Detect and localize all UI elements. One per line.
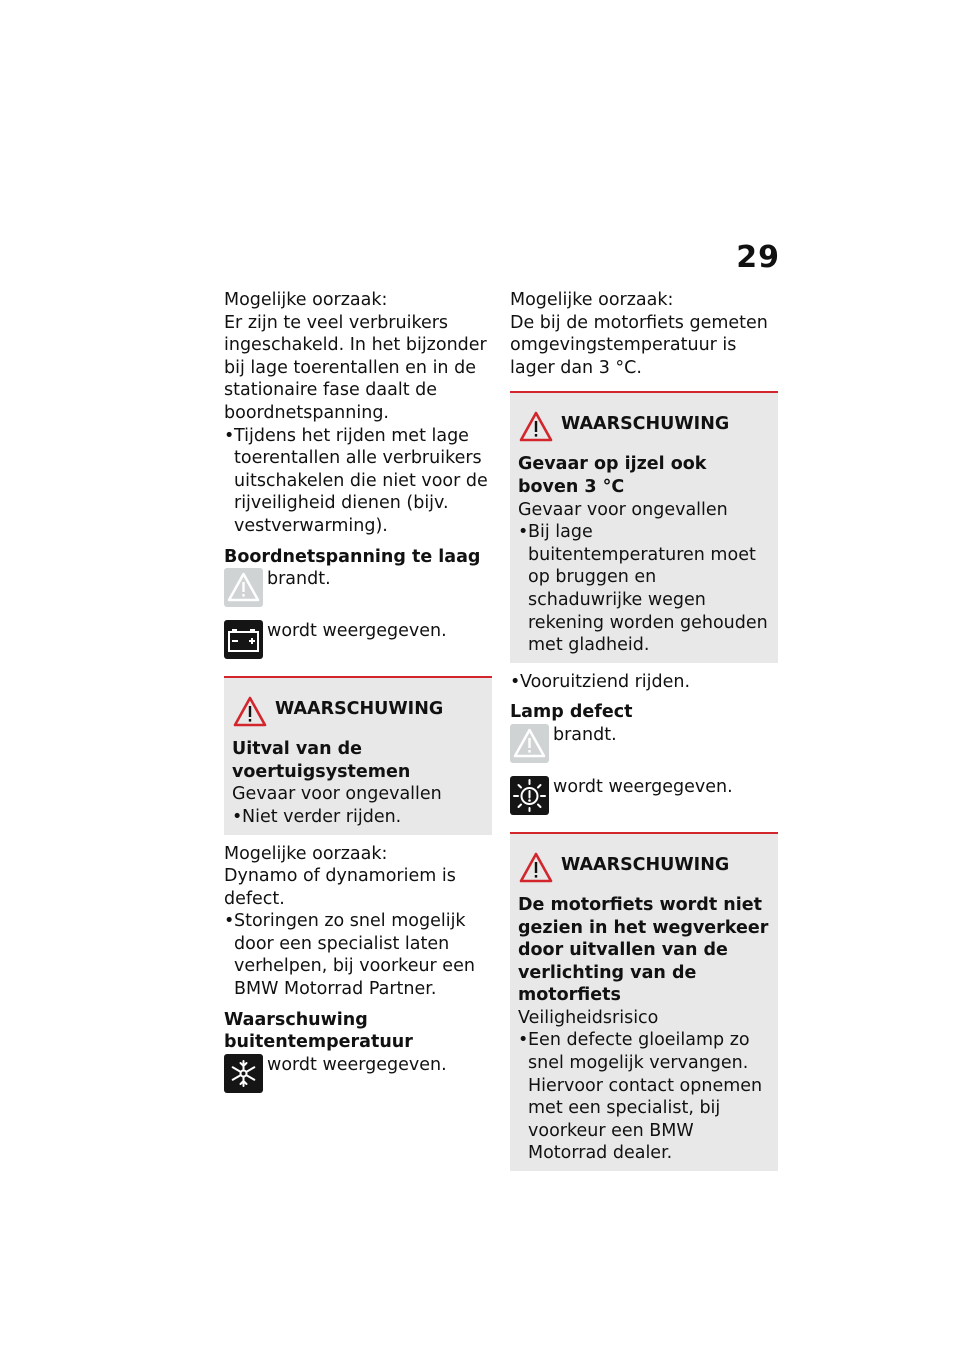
snowflake-icon	[224, 1054, 263, 1093]
warning-subtitle: Gevaar voor ongevallen	[518, 499, 728, 520]
warning-title: De motorfiets wordt niet gezien in het wegverkeer door uitvallen van de verlichting van de motorfiets	[518, 894, 769, 1006]
warning-header	[232, 696, 484, 732]
indicator-row	[224, 568, 492, 612]
warning-box	[510, 391, 778, 662]
list-item: • Vooruitziend rijden.	[510, 671, 778, 694]
warning-triangle-icon	[510, 724, 549, 763]
lamp-defect-icon	[510, 776, 549, 815]
warning-subtitle: Gevaar voor ongevallen	[232, 784, 442, 805]
page-number: 29	[736, 240, 780, 275]
warning-label: WAARSCHUWING	[561, 414, 730, 435]
list-item: • Bij lage buitentemperaturen moet op bruggen en schaduwrijke wegen rekening worden gehouden met gladheid.	[518, 521, 770, 657]
indicator-row	[510, 776, 778, 820]
section-heading-lamp-defect: Lamp defect	[510, 702, 633, 723]
list-item: • Niet verder rijden.	[232, 806, 484, 829]
list-item: • Een defecte gloeilamp zo snel mogelijk vervangen. Hiervoor contact opnemen met een specialist, bij voorkeur een BMW Motorrad dealer.	[518, 1029, 770, 1165]
list-item: • Tijdens het rijden met lage toerentallen alle verbruikers uitschakelen die niet voor de rijveiligheid dienen (bijv. vestverwarming).	[224, 425, 492, 538]
indicator-row	[224, 1054, 492, 1098]
indicator-text: wordt weergegeven.	[267, 1054, 447, 1075]
indicator-row	[510, 724, 778, 768]
indicator-text: brandt.	[267, 569, 331, 590]
cause-label: Mogelijke oorzaak:	[510, 290, 674, 310]
warning-triangle-icon	[518, 409, 554, 445]
right-column	[510, 289, 778, 1171]
cause-text: Er zijn te veel verbruikers ingeschakeld. In het bijzonder bij lage toerentallen en in de stationaire fase daalt de boordnetspanning.	[224, 312, 487, 423]
warning-triangle-icon	[224, 568, 263, 607]
indicator-text: wordt weergegeven.	[553, 776, 733, 797]
list-item: • Storingen zo snel mogelijk door een specialist laten verhelpen, bij voorkeur een BMW Motorrad Partner.	[224, 910, 492, 1000]
warning-subtitle: Veiligheidsrisico	[518, 1007, 659, 1028]
cause-text: Dynamo of dynamoriem is defect.	[224, 866, 456, 909]
warning-bullets	[518, 1029, 770, 1165]
warning-label: WAARSCHUWING	[275, 699, 444, 720]
warning-title: Uitval van de voertuigsystemen	[232, 739, 411, 782]
section-heading-buitentemperatuur: Waarschuwing buitentemperatuur	[224, 1009, 413, 1053]
warning-triangle-icon	[518, 850, 554, 886]
indicator-row	[224, 620, 492, 664]
bullet-list	[224, 910, 492, 1000]
cause-text: De bij de motorfiets gemeten omgevingstemperatuur is lager dan 3 °C.	[510, 312, 768, 378]
warning-box	[510, 832, 778, 1171]
warning-box	[224, 676, 492, 834]
bullet-list	[224, 425, 492, 538]
bullet-list	[510, 671, 778, 694]
warning-label: WAARSCHUWING	[561, 854, 730, 875]
warning-header	[518, 852, 770, 888]
warning-title: Gevaar op ijzel ook boven 3 °C	[518, 454, 707, 497]
warning-header	[518, 411, 770, 447]
cause-label: Mogelijke oorzaak:	[224, 843, 388, 864]
section-heading-boordnetspanning: Boordnetspanning te laag	[224, 546, 481, 567]
warning-bullets	[232, 806, 484, 829]
cause-label: Mogelijke oorzaak:	[224, 290, 388, 310]
warning-triangle-icon	[232, 694, 268, 730]
left-column	[224, 289, 492, 1098]
battery-icon	[224, 620, 263, 659]
indicator-text: brandt.	[553, 724, 617, 745]
indicator-text: wordt weergegeven.	[267, 621, 447, 642]
warning-bullets	[518, 521, 770, 657]
